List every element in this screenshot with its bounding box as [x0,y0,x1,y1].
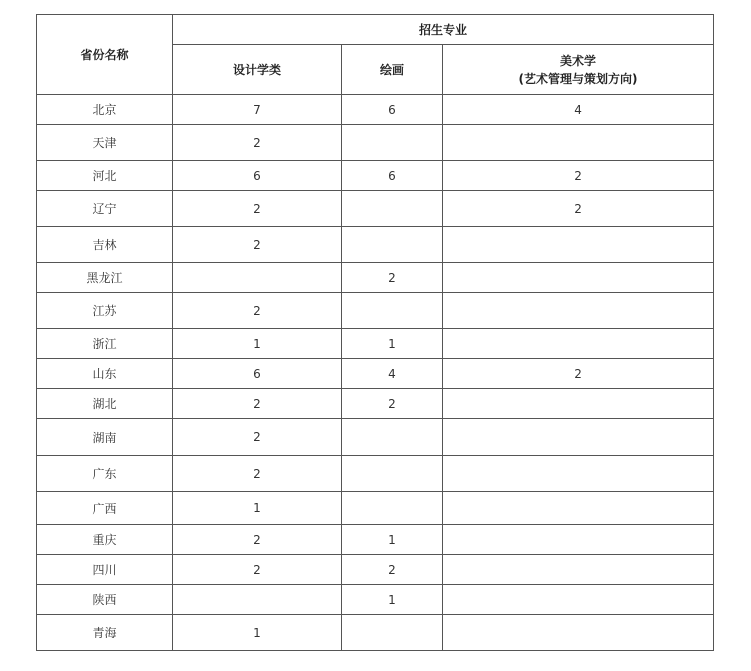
major-group-header: 招生专业 [173,15,714,45]
header-row-group [37,15,714,45]
count-cell: 1 [342,525,443,555]
count-cell: 6 [342,161,443,191]
province-cell: 北京 [37,95,173,125]
count-cell [443,492,714,525]
count-cell: 4 [342,359,443,389]
count-cell: 2 [173,125,342,161]
count-cell: 6 [173,161,342,191]
count-cell [173,263,342,293]
count-cell: 2 [443,359,714,389]
count-cell: 7 [173,95,342,125]
province-cell: 广西 [37,492,173,525]
count-cell [173,585,342,615]
count-cell [443,125,714,161]
table-row [37,293,714,329]
count-cell: 1 [342,585,443,615]
table-row [37,95,714,125]
count-cell: 2 [443,161,714,191]
count-cell [342,293,443,329]
count-cell [342,456,443,492]
province-cell: 山东 [37,359,173,389]
province-cell: 湖南 [37,419,173,456]
table-row [37,389,714,419]
column-header-label: 绘画 [379,62,404,77]
column-header-design [173,45,342,95]
province-cell: 辽宁 [37,191,173,227]
province-cell: 青海 [37,615,173,651]
province-cell: 广东 [37,456,173,492]
count-cell [443,456,714,492]
count-cell: 2 [173,293,342,329]
count-cell: 2 [173,419,342,456]
count-cell: 1 [173,329,342,359]
table-row [37,227,714,263]
count-cell [342,191,443,227]
province-cell: 浙江 [37,329,173,359]
table-row [37,525,714,555]
table-row [37,555,714,585]
count-cell [342,227,443,263]
count-cell: 2 [173,555,342,585]
count-cell: 1 [342,329,443,359]
province-cell: 四川 [37,555,173,585]
count-cell: 2 [443,191,714,227]
count-cell [443,293,714,329]
province-header: 省份名称 [37,15,173,95]
count-cell: 2 [173,191,342,227]
province-cell: 陕西 [37,585,173,615]
count-cell: 2 [173,456,342,492]
count-cell [443,525,714,555]
province-cell: 湖北 [37,389,173,419]
count-cell: 2 [342,389,443,419]
province-cell: 天津 [37,125,173,161]
count-cell [443,329,714,359]
count-cell: 2 [342,555,443,585]
count-cell [342,419,443,456]
count-cell [342,125,443,161]
table-row [37,329,714,359]
table-row [37,191,714,227]
table-row [37,419,714,456]
count-cell: 2 [173,389,342,419]
province-cell: 重庆 [37,525,173,555]
count-cell: 4 [443,95,714,125]
province-cell: 黑龙江 [37,263,173,293]
column-header-painting [342,45,443,95]
table-row [37,359,714,389]
count-cell [443,585,714,615]
count-cell [342,492,443,525]
column-header-fine-arts [443,45,714,95]
count-cell [443,389,714,419]
table-body [37,95,714,651]
column-header-label: 美术学 [560,53,597,68]
enrollment-table [36,14,714,651]
count-cell [443,615,714,651]
count-cell [443,419,714,456]
table-row [37,585,714,615]
table-row [37,125,714,161]
count-cell [443,555,714,585]
count-cell [342,615,443,651]
column-header-sublabel: (艺术管理与策划方向) [518,71,638,86]
count-cell: 2 [173,525,342,555]
count-cell: 1 [173,492,342,525]
province-cell: 吉林 [37,227,173,263]
province-cell: 江苏 [37,293,173,329]
count-cell: 1 [173,615,342,651]
column-header-label: 设计学类 [232,62,281,77]
table-row [37,615,714,651]
count-cell [443,227,714,263]
table-row [37,492,714,525]
province-cell: 河北 [37,161,173,191]
count-cell: 6 [342,95,443,125]
count-cell: 2 [342,263,443,293]
count-cell: 2 [173,227,342,263]
table-row [37,456,714,492]
table-row [37,263,714,293]
table-row [37,161,714,191]
count-cell: 6 [173,359,342,389]
count-cell [443,263,714,293]
